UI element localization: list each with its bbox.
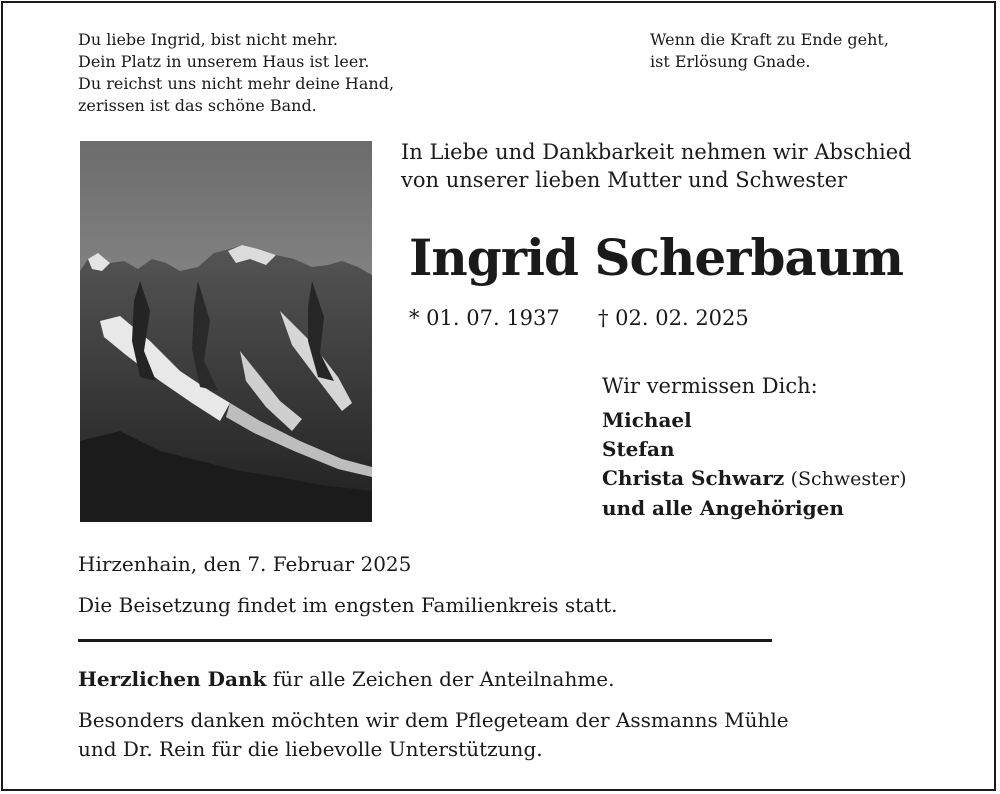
special-thanks-line: Besonders danken möchten wir dem Pflegeteam der Assmanns Mühle (78, 708, 789, 732)
death-date: † 02. 02. 2025 (598, 306, 749, 330)
poem-right-line: ist Erlösung Gnade. (650, 52, 811, 71)
thanks-line (78, 667, 615, 691)
mourners-title: Wir vermissen Dich: (602, 374, 818, 398)
deceased-name: Ingrid Scherbaum (409, 228, 904, 287)
intro-text (401, 138, 912, 194)
mourners-list (602, 406, 907, 523)
mountain-photo (80, 141, 372, 522)
divider (78, 639, 772, 642)
special-thanks (78, 706, 789, 764)
place-date: Hirzenhain, den 7. Februar 2025 (78, 552, 412, 576)
burial-note: Die Beisetzung findet im engsten Familienkreis statt. (78, 593, 618, 617)
mourner-name: Christa Schwarz (602, 466, 785, 490)
intro-line: von unserer lieben Mutter und Schwester (401, 168, 848, 192)
poem-right-line: Wenn die Kraft zu Ende geht, (650, 30, 889, 49)
mourners-closing: und alle Angehörigen (602, 496, 844, 520)
thanks-rest: für alle Zeichen der Anteilnahme. (266, 667, 615, 691)
mourner-name: Stefan (602, 437, 675, 461)
intro-line: In Liebe und Dankbarkeit nehmen wir Abschied (401, 140, 912, 164)
mourner-name: Michael (602, 408, 692, 432)
mourner-row (602, 464, 907, 494)
special-thanks-line: und Dr. Rein für die liebevolle Unterstützung. (78, 737, 543, 761)
poem-left-line: Dein Platz in unserem Haus ist leer. (78, 52, 370, 71)
birth-date: * 01. 07. 1937 (409, 306, 560, 330)
poem-left-line: Du reichst uns nicht mehr deine Hand, (78, 74, 395, 93)
poem-left (78, 29, 394, 117)
poem-left-line: Du liebe Ingrid, bist nicht mehr. (78, 30, 338, 49)
poem-left-line: zerissen ist das schöne Band. (78, 96, 317, 115)
poem-right (650, 29, 889, 73)
mourner-relation: (Schwester) (790, 468, 907, 490)
thanks-bold: Herzlichen Dank (78, 667, 267, 691)
